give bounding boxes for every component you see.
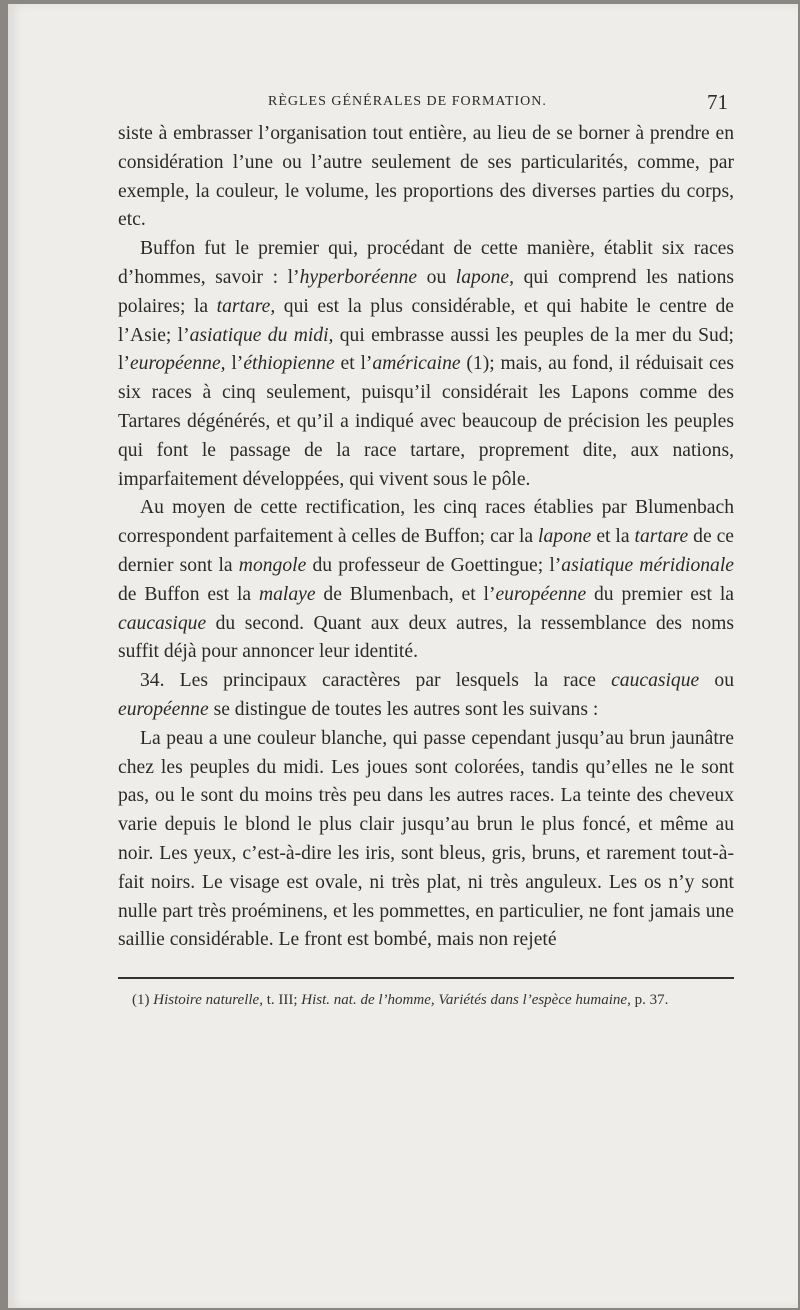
text-run: du premier est la	[586, 583, 734, 605]
paragraph	[118, 235, 734, 494]
text-run: qui comprend les nations polaires; la	[118, 266, 734, 317]
text-run: du second. Quant aux deux autres, la ressemblance des noms suffit déjà pour annoncer leur identité.	[118, 612, 734, 663]
italic-text-run: caucasique	[118, 612, 207, 634]
text-run: t. III;	[262, 992, 302, 1009]
paragraph	[118, 667, 734, 725]
text-run: qui embrasse aussi les peuples de la mer du Sud; l’	[118, 324, 734, 375]
text-run: La peau a une couleur blanche, qui passe cependant jusqu’au brun jaunâtre chez les peuples du midi. Les joues sont colorées, tandis qu’elles ne le sont pas, ou le sont du moins très peu dans les autres races. La teinte des cheveux varie depuis le blond le plus clair jusqu’au brun le plus foncé, et même au noir. Les yeux, c’est-à-dire les iris, sont bleus, gris, bruns, et rarement tout-à-fait noirs. Le visage est ovale, ni très plat, ni très anguleux. Les os n’y sont nulle part très proéminens, et les pommettes, en particulier, ne font jamais une saillie considérable. Le front est bombé, mais non rejeté	[118, 727, 734, 951]
page-content	[118, 86, 734, 1011]
text-run: de ce dernier sont la	[118, 526, 735, 576]
page-header	[118, 86, 734, 120]
body-text	[118, 120, 734, 955]
text-run: p. 37.	[630, 992, 669, 1009]
italic-text-run: lapone	[538, 526, 592, 548]
italic-text-run: Histoire naturelle,	[153, 992, 263, 1009]
running-head: RÈGLES GÉNÉRALES DE FORMATION.	[268, 94, 547, 109]
page-number: 71	[707, 90, 728, 114]
italic-text-run: hyperboréenne	[299, 266, 418, 288]
text-run: se distingue de toutes les autres sont les suivans :	[208, 698, 599, 720]
text-run: et la	[591, 526, 635, 548]
text-run: siste à embrasser l’organisation tout entière, au lieu de se borner à prendre en considération l’une ou l’autre seulement de ses particularités, comme, par exemple, la couleur, le volume, les proportions des diverses parties du corps, etc.	[118, 123, 734, 231]
italic-text-run: lapone,	[455, 266, 515, 288]
text-run: 34. Les principaux caractères par lesquels la race	[140, 670, 612, 692]
italic-text-run: asiatique du midi,	[189, 324, 334, 346]
paragraph	[118, 120, 734, 235]
italic-text-run: tartare,	[216, 295, 276, 317]
footnote-rule	[118, 977, 734, 979]
text-run: ou	[699, 670, 734, 692]
text-run: (1)	[132, 992, 154, 1009]
text-run: et l’	[334, 353, 373, 375]
paragraph	[118, 725, 734, 955]
text-run: l’	[225, 353, 244, 375]
italic-text-run: européenne,	[129, 353, 226, 375]
text-run: du professeur de Goettingue; l’	[306, 554, 562, 576]
text-run: qui est la plus considérable, et qui habite le centre de l’Asie; l’	[118, 295, 735, 346]
paragraph	[118, 494, 734, 667]
book-page	[8, 4, 798, 1308]
italic-text-run: américaine	[372, 353, 461, 375]
italic-text-run: Hist. nat. de l’homme, Variétés dans l’espèce humaine,	[301, 992, 631, 1009]
italic-text-run: éthiopienne	[243, 353, 335, 375]
text-run: Buffon fut le premier qui, procédant de cette manière, établit six races d’hommes, savoir : l’	[118, 238, 734, 288]
text-run: de Buffon est la	[118, 583, 259, 605]
italic-text-run: européenne	[495, 583, 587, 605]
italic-text-run: tartare	[634, 526, 689, 548]
italic-text-run: mongole	[238, 554, 307, 576]
footnote	[118, 989, 734, 1011]
italic-text-run: malaye	[258, 583, 316, 605]
text-run: ou	[417, 266, 456, 288]
text-run: de Blumenbach, et l’	[315, 583, 496, 605]
text-run: (1); mais, au fond, il réduisait ces six races à cinq seulement, puisqu’il considérait les Lapons comme des Tartares dégénérés, et qu’il a indiqué avec beaucoup de précision les peuples qui font le passage de la race tartare, proprement dite, aux nations, imparfaitement développées, qui vivent sous le pôle.	[118, 353, 735, 490]
italic-text-run: asiatique méridionale	[561, 554, 734, 576]
italic-text-run: caucasique	[611, 670, 700, 692]
text-run: Au moyen de cette rectification, les cinq races établies par Blumenbach correspondent parfaitement à celles de Buffon; car la	[118, 497, 734, 548]
italic-text-run: européenne	[118, 698, 209, 720]
